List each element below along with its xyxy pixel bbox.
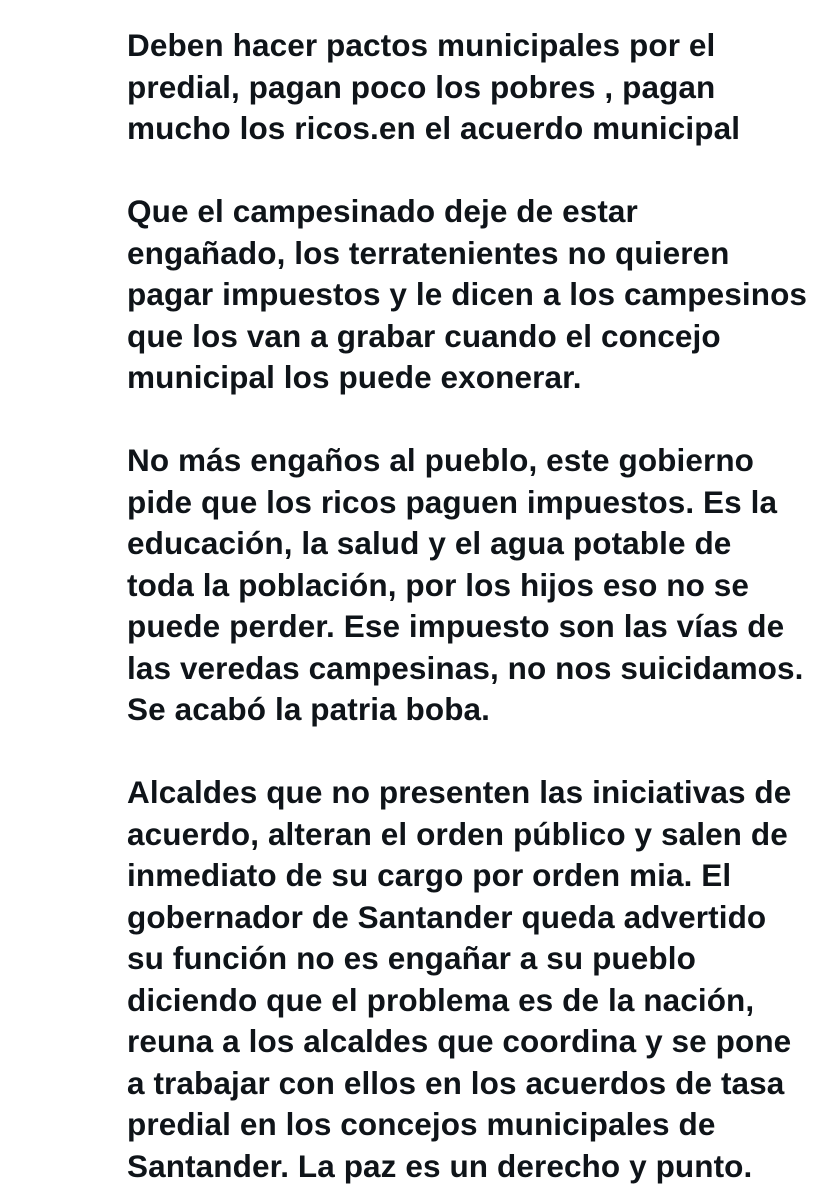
text-line: diciendo que el problema es de la nación, (127, 981, 755, 1018)
text-line: pide que los ricos paguen impuestos. Es la (127, 483, 778, 520)
text-line: pagar impuestos y le dicen a los campesinos (127, 276, 808, 312)
post-text-body (127, 25, 817, 1187)
text-line: engañado, los terratenientes no quieren (127, 234, 730, 271)
text-line: Santander. La paz es un derecho y punto. (127, 1147, 753, 1184)
text-line: Deben hacer pactos municipales por el (127, 27, 716, 63)
text-line: predial en los concejos municipales de (127, 1106, 716, 1142)
text-line: gobernador de Santander queda advertido (127, 898, 767, 935)
text-line: Que el campesinado deje de estar (127, 193, 638, 229)
text-line: reuna a los alcaldes que coordina y se pone (127, 1023, 792, 1059)
text-line: Alcaldes que no presenten las iniciativas de (127, 774, 792, 810)
text-line: educación, la salud y el agua potable de (127, 525, 732, 561)
text-line: Se acabó la patria boba. (127, 691, 491, 727)
text-line: a trabajar con ellos en los acuerdos de tasa (127, 1064, 785, 1101)
text-line: municipal los puede exonerar. (127, 359, 582, 395)
text-line: mucho los ricos.en el acuerdo municipal (127, 110, 741, 146)
text-line: toda la población, por los hijos eso no se (127, 566, 750, 603)
text-line: inmediato de su cargo por orden mia. El (127, 857, 732, 893)
text-line: puede perder. Ese impuesto son las vías de (127, 608, 785, 644)
text-line: predial, pagan poco los pobres , pagan (127, 68, 716, 105)
paragraph-alcaldes (127, 772, 817, 1187)
text-line: acuerdo, alteran el orden público y salen de (127, 815, 788, 852)
text-line: su función no es engañar a su pueblo (127, 940, 696, 976)
paragraph-campesinado (127, 191, 817, 399)
paragraph-predial-pacts (127, 25, 817, 150)
text-line: No más engaños al pueblo, este gobierno (127, 442, 755, 478)
text-line: que los van a grabar cuando el concejo (127, 317, 721, 354)
text-line: las veredas campesinas, no nos suicidamos. (127, 649, 804, 686)
paragraph-no-mas-enganos (127, 440, 817, 731)
